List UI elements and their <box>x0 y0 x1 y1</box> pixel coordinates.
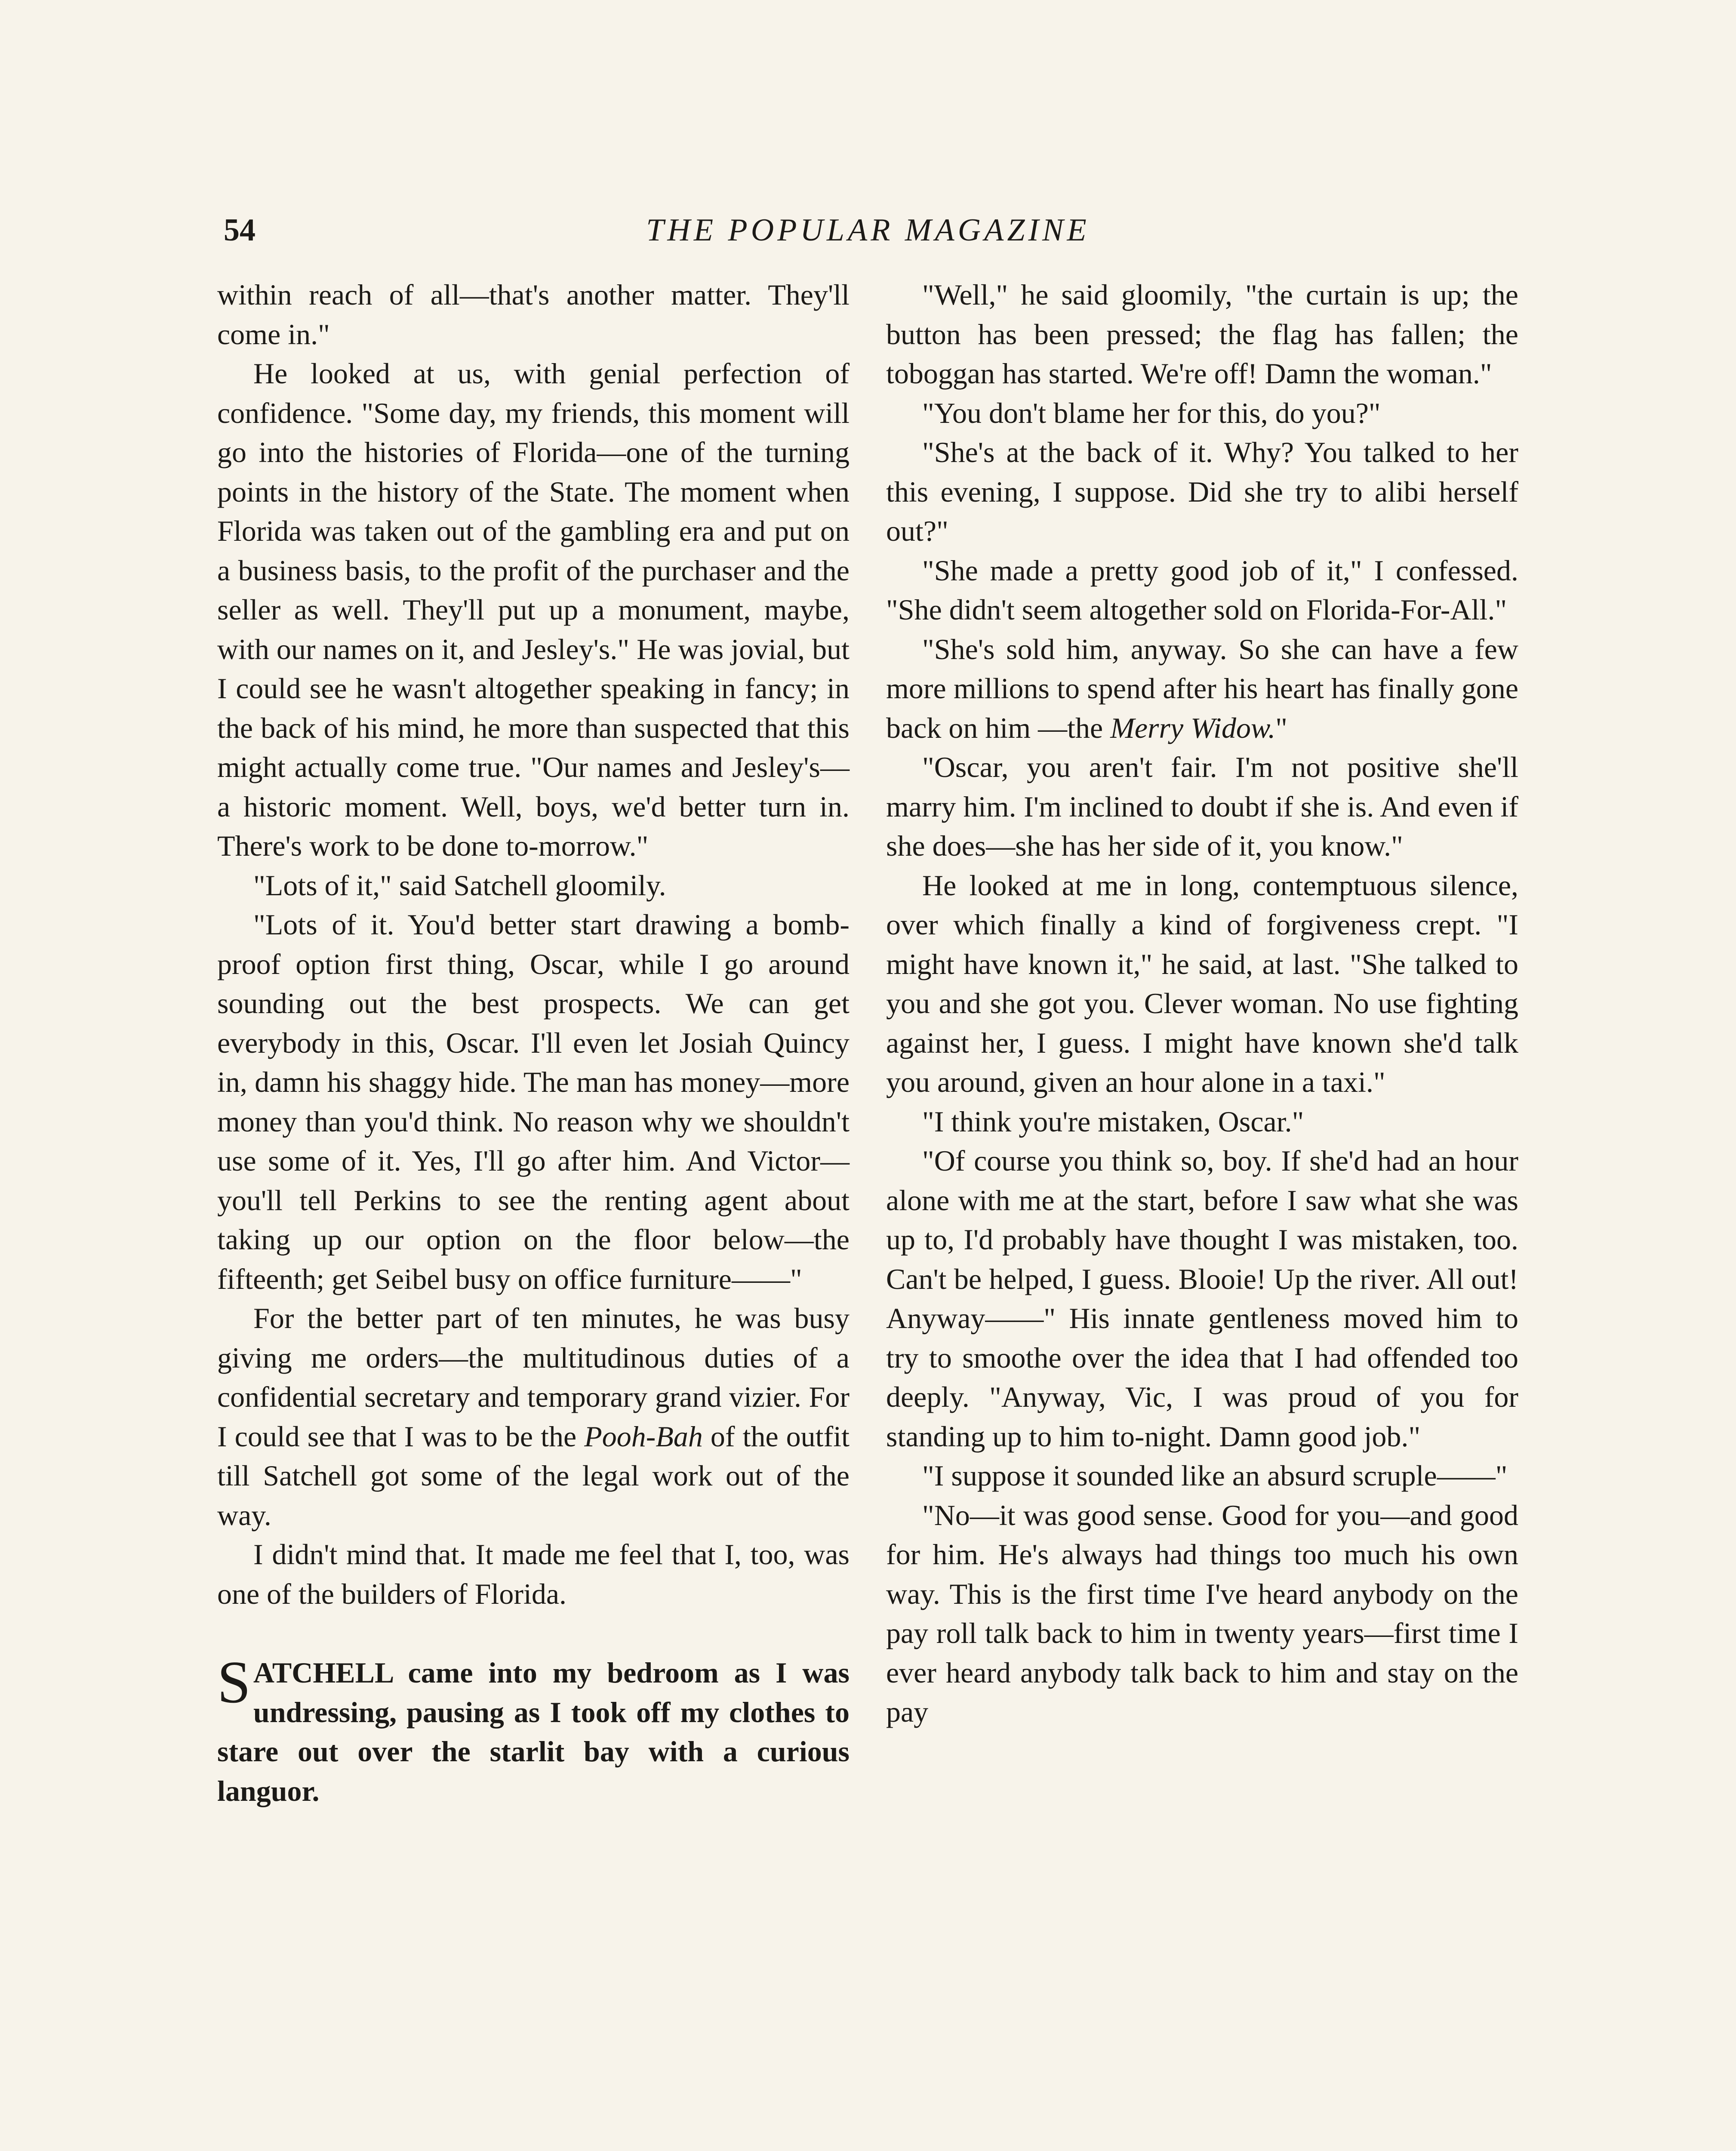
italic-text: Merry Widow. <box>1110 711 1276 744</box>
running-title: THE POPULAR MAGAZINE <box>646 213 1090 248</box>
paragraph-text: " <box>1275 711 1288 744</box>
drop-cap: S <box>217 1649 251 1716</box>
paragraph: "She's at the back of it. Why? You talked to her this evening, I suppose. Did she try to alibi herself out?" <box>886 436 1518 547</box>
paragraph: "She made a pretty good job of it," I confessed. "She didn't seem altogether sold on Florida-For-All." <box>886 554 1518 626</box>
paragraph: "You don't blame her for this, do you?" <box>922 396 1381 429</box>
page-header <box>215 202 1521 258</box>
paragraph: "Of course you think so, boy. If she'd had an hour alone with me at the start, before I saw what she was up to, I'd probably have thought I was mistaken, too. Can't be helped, I guess. Blooie! Up the river. All out! Anyway——" His innate gentleness moved him to try to smoothe over the idea that I had offended too deeply. "Anyway, Vic, I was proud of you for standing up to him to-night. Damn good job." <box>886 1144 1518 1453</box>
paragraph: "No—it was good sense. Good for you—and good for him. He's always had things too much his own way. This is the first time I've heard anybody on the pay roll talk back to him in twenty years—first time I ever heard anybody talk back to him and stay on the pay <box>886 1498 1518 1728</box>
paragraph: "Lots of it," said Satchell gloomily. <box>253 869 666 902</box>
paragraph <box>886 630 1518 748</box>
paragraph-text: ATCHELL came into my bedroom as I was undressing, pausing as I took off my clothes to stare out over the starlit bay with a curious languor. <box>217 1656 850 1807</box>
paragraph: "I think you're mistaken, Oscar." <box>922 1105 1304 1138</box>
paragraph: He looked at us, with genial perfection of confidence. "Some day, my friends, this moment will go into the histories of Florida—one of the turning points in the history of the State. The moment when Florida was taken out of the gambling era and put on a business basis, to the profit of the purchaser and the seller as well. They'll put up a monument, maybe, with our names on it, and Jesley's." He was jovial, but I could see he wasn't altogether speaking in fancy; in the back of his mind, he more than suspected that this might actually come true. "Our names and Jesley's—a historic moment. Well, boys, we'd better turn in. There's work to be done to-morrow." <box>217 357 850 862</box>
paragraph: He looked at me in long, contemptuous silence, over which finally a kind of forgiveness crept. "I might have known it," he said, at last. "She talked to you and she got you. Clever woman. No use fighting against her, I guess. I might have known she'd talk you around, given an hour alone in a taxi." <box>886 869 1518 1098</box>
section-lead-paragraph <box>217 1649 850 1811</box>
paragraph: within reach of all—that's another matter. They'll come in." <box>217 278 850 351</box>
italic-text: Pooh-Bah <box>584 1420 703 1453</box>
paragraph: "Oscar, you aren't fair. I'm not positive she'll marry him. I'm inclined to doubt if she is. And even if she does—she has her side of it, you know." <box>886 751 1518 862</box>
paragraph-text: of the outfit till Satchell got some of the legal work out of the way. <box>217 1420 850 1532</box>
paragraph: "Lots of it. You'd better start drawing a bomb-proof option first thing, Oscar, while I go around sounding out the best prospects. We can get everybody in this, Oscar. I'll even let Josiah Quincy in, damn his shaggy hide. The man has money—more money than you'd think. No reason why we shouldn't use some of it. Yes, I'll go after him. And Victor—you'll tell Perkins to see the renting agent about taking up our option on the floor below—the fifteenth; get Seibel busy on office furniture——" <box>217 908 850 1295</box>
paragraph-text: For the better part of ten minutes, he was busy giving me orders—the multitudinous duties of a confidential secretary and temporary grand vizier. For I could see that I was to be the <box>217 1302 850 1453</box>
page-number: 54 <box>224 213 255 248</box>
paragraph-text: "She's sold him, anyway. So she can have a few more millions to spend after his heart has finally gone back on him —the <box>886 632 1518 744</box>
right-column <box>886 275 1518 1732</box>
paragraph: I didn't mind that. It made me feel that I, too, was one of the builders of Florida. <box>217 1538 850 1610</box>
paragraph: "Well," he said gloomily, "the curtain is up; the button has been pressed; the flag has fallen; the toboggan has started. We're off! Damn the woman." <box>886 278 1518 390</box>
paragraph: "I suppose it sounded like an absurd scruple——" <box>922 1459 1508 1492</box>
left-column <box>217 275 850 1811</box>
paragraph <box>217 1299 850 1535</box>
